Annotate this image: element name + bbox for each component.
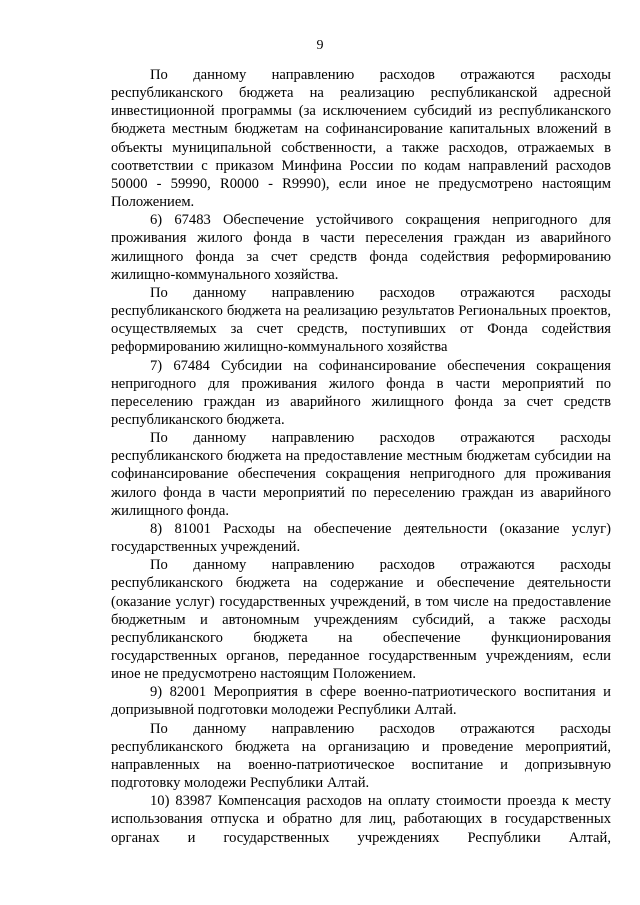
- page-number: 9: [316, 38, 324, 53]
- paragraph-9: По данному направлению расходов отражаются расходы республиканского бюджета на организацию и проведение мероприятий, направленных на военно-патриотическое воспитание и допризывную подготовку молодежи Республики Алтай.: [111, 720, 611, 792]
- document-body: [111, 66, 611, 847]
- paragraph-7: По данному направлению расходов отражаются расходы республиканского бюджета на содержание и обеспечение деятельности (оказание услуг) государственных учреждений, в том числе на предоставление бюджетным и автономным учреждениям субсидий, а также расходы республиканского бюджета на обеспечение функционирования государственных органов, переданное государственным учреждениям, если иное не предусмотрено настоящим Положением.: [111, 557, 611, 683]
- paragraph-8: 9) 82001 Мероприятия в сфере военно-патриотического воспитания и допризывной подготовки молодежи Республики Алтай.: [111, 684, 611, 719]
- paragraph-10: 10) 83987 Компенсация расходов на оплату стоимости проезда к месту использования отпуска и обратно для лиц, работающих в государственных органах и государственных учреждениях Республики Алтай,: [111, 793, 611, 846]
- paragraph-4: 7) 67484 Субсидии на софинансирование обеспечения сокращения непригодного для проживания жилого фонда в части мероприятий по переселению граждан из аварийного жилищного фонда за счет средств республиканского бюджета.: [111, 357, 611, 428]
- paragraph-6: 8) 81001 Расходы на обеспечение деятельности (оказание услуг) государственных учреждений.: [111, 520, 611, 556]
- paragraph-1: По данному направлению расходов отражаются расходы республиканского бюджета на реализацию республиканской адресной инвестиционной программы (за исключением субсидий из республиканского бюджета местным бюджетам на софинансирование капитальных вложений в объекты муниципальной собственности, а также расходов, отражаемых в соответствии с приказом Минфина России по кодам направлений расходов 50000 - 59990, R0000 - R9990), если иное не предусмотрено настоящим Положением.: [111, 67, 611, 211]
- paragraph-3: По данному направлению расходов отражаются расходы республиканского бюджета на реализацию результатов Региональных проектов, осуществляемых за счет средств, поступивших от Фонда содействия реформированию жилищно-коммунального хозяйства: [111, 284, 611, 356]
- paragraph-2: 6) 67483 Обеспечение устойчивого сокращения непригодного для проживания жилого фонда в части переселения граждан из аварийного жилищного фонда за счет средств фонда содействия реформированию жилищно-коммунального хозяйства.: [111, 212, 611, 283]
- paragraph-5: По данному направлению расходов отражаются расходы республиканского бюджета на предоставление местным бюджетам субсидии на софинансирование обеспечения сокращения непригодного для проживания жилого фонда в части мероприятий по переселению граждан из аварийного жилищного фонда.: [111, 430, 611, 519]
